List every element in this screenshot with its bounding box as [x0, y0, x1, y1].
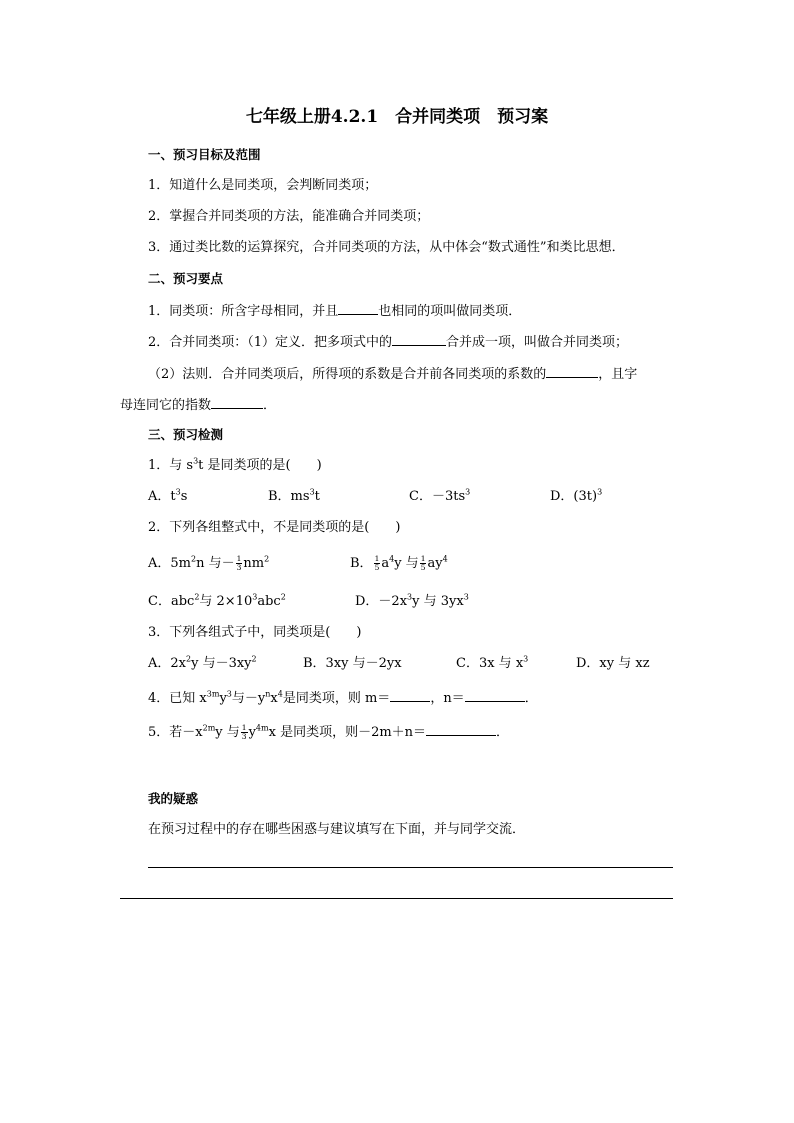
q1-c-sup: 3 — [465, 487, 471, 497]
q2-b-sup2: 4 — [442, 554, 448, 564]
fraction-numerator: 1 — [420, 554, 426, 563]
q1-d-sup: 3 — [597, 487, 603, 497]
q4-sup3: n — [265, 689, 271, 699]
q2-option-c[interactable] — [148, 593, 286, 611]
q2-b-sup1: 4 — [389, 554, 395, 564]
doubts-heading: 我的疑惑 — [148, 791, 199, 806]
section1-heading: 一、预习目标及范围 — [148, 147, 261, 162]
q2-d-text: D．－2x — [355, 594, 408, 609]
q3-option-c[interactable] — [456, 655, 528, 673]
key-point-rule-line1 — [148, 364, 637, 384]
q2-b-text-b: a — [381, 556, 390, 571]
q5-text-a: 5．若－x — [148, 725, 203, 740]
writing-line[interactable] — [148, 867, 673, 868]
question-1-stem — [148, 457, 322, 475]
q1-option-a[interactable] — [148, 488, 187, 506]
q2-option-a[interactable] — [148, 555, 269, 573]
q2-a-sup2: 2 — [264, 554, 270, 564]
key-point-rule-text-b: ，且字 — [598, 367, 638, 382]
q3-option-a[interactable] — [148, 655, 257, 673]
q4-sup2: 3 — [226, 689, 232, 699]
blank-field[interactable] — [392, 332, 446, 346]
doubts-instructions: 在预习过程中的存在哪些困惑与建议填写在下面，并与同学交流． — [148, 822, 526, 837]
q3-option-d[interactable]: D．xy 与 xz — [576, 656, 650, 671]
q1-b-sup: 3 — [309, 487, 315, 497]
q2-option-d[interactable] — [355, 593, 469, 611]
q3-c-text: C．3x 与 x — [456, 656, 524, 671]
q2-a-fraction — [236, 555, 243, 572]
answer-blank[interactable] — [426, 722, 496, 736]
q1-option-d[interactable] — [550, 488, 602, 506]
q3-c-sup: 3 — [523, 654, 529, 664]
q1-c-text: C．－3ts — [409, 489, 466, 504]
fraction-denominator: 5 — [420, 563, 426, 572]
fraction-numerator: 1 — [236, 554, 242, 563]
q3-a-sup1: 2 — [186, 654, 192, 664]
section3-heading: 三、预习检测 — [148, 427, 224, 442]
q2-b-fraction-1 — [374, 555, 381, 572]
q2-c-sup2: 3 — [252, 592, 258, 602]
q1-b-text-b: t — [314, 489, 320, 504]
q3-a-text-b: y 与－3xy — [191, 656, 252, 671]
q1-b-text: B．ms — [268, 489, 310, 504]
q2-option-b[interactable] — [350, 555, 448, 573]
n-answer-blank[interactable] — [465, 688, 525, 702]
q4-text-d: x — [270, 691, 278, 706]
key-point-rule-text-d: ． — [263, 398, 277, 413]
q2-b-text: B． — [350, 556, 373, 571]
key-point-2-text-a: 2．合并同类项：（1）定义．把多项式中的 — [148, 335, 393, 350]
q2-c-text-b: 与 2×10 — [199, 594, 253, 609]
q5-text-b: y 与 — [215, 725, 240, 740]
key-point-rule-line2 — [120, 395, 276, 415]
fraction-numerator: 1 — [374, 554, 380, 563]
q2-b-fraction-2 — [420, 555, 427, 572]
q3-a-sup2: 2 — [251, 654, 257, 664]
q5-text-e: ． — [496, 725, 510, 740]
q5-text-c: y — [248, 725, 256, 740]
q3-option-b[interactable]: B．3xy 与－2yx — [303, 656, 402, 671]
q1-stem-b: t 是同类项的是( ) — [198, 458, 322, 473]
q5-fraction — [241, 724, 248, 741]
q2-d-sup2: 3 — [463, 592, 469, 602]
q2-a-sup1: 2 — [191, 554, 197, 564]
q4-sup1: 3m — [206, 689, 220, 699]
question-4 — [148, 688, 538, 708]
q4-text-e: 是同类项，则 m＝ — [282, 691, 391, 706]
blank-field[interactable] — [211, 395, 263, 409]
q1-stem-sup: 3 — [193, 456, 199, 466]
key-point-2 — [148, 332, 628, 352]
q2-c-text: C．abc — [148, 594, 195, 609]
q5-sup2: 4m — [255, 723, 269, 733]
q2-a-text: A．5m — [148, 556, 191, 571]
section2-heading: 二、预习要点 — [148, 271, 224, 286]
writing-line[interactable] — [120, 898, 673, 899]
q2-b-text-d: ay — [427, 556, 443, 571]
q2-c-text-c: abc — [257, 594, 281, 609]
q4-text-a: 4．已知 x — [148, 691, 207, 706]
blank-field[interactable] — [338, 301, 378, 315]
q1-a-text-b: s — [180, 489, 188, 504]
fraction-denominator: 3 — [241, 732, 247, 741]
q4-sup4: 4 — [277, 689, 283, 699]
fraction-numerator: 1 — [241, 723, 247, 732]
m-answer-blank[interactable] — [390, 688, 430, 702]
q2-c-sup3: 2 — [280, 592, 286, 602]
key-point-rule-text-c: 母连同它的指数 — [120, 398, 212, 413]
q2-d-text-b: y 与 3yx — [412, 594, 464, 609]
q2-a-text-b: n 与－ — [196, 556, 235, 571]
q1-a-text: A．t — [148, 489, 176, 504]
q2-a-text-c: nm — [243, 556, 265, 571]
q2-b-text-c: y 与 — [394, 556, 419, 571]
objective-1: 1．知道什么是同类项，会判断同类项； — [148, 178, 378, 193]
q2-c-sup1: 2 — [194, 592, 200, 602]
key-point-rule-text-a: （2）法则．合并同类项后，所得项的系数是合并前各同类项的系数的 — [148, 367, 547, 382]
q1-option-c[interactable] — [409, 488, 470, 506]
key-point-2-text-b: 合并成一项，叫做合并同类项； — [446, 335, 629, 350]
q4-text-g: ． — [524, 691, 538, 706]
key-point-1-text-a: 1．同类项：所含字母相同，并且 — [148, 304, 339, 319]
key-point-1 — [148, 301, 521, 321]
question-3-stem: 3．下列各组式子中，同类项是( ) — [148, 625, 362, 640]
question-2-stem: 2．下列各组整式中，不是同类项的是( ) — [148, 520, 401, 535]
q4-text-b: y — [219, 691, 227, 706]
q5-text-d: x 是同类项，则－2m＋n＝ — [268, 725, 427, 740]
blank-field[interactable] — [546, 364, 598, 378]
key-point-1-text-b: 也相同的项叫做同类项． — [378, 304, 522, 319]
page-title: 七年级上册4.2.1 合并同类项 预习案 — [245, 107, 549, 127]
q1-d-text: D．(3t) — [550, 489, 598, 504]
objective-3: 3．通过类比数的运算探究，合并同类项的方法，从中体会“数式通性”和类比思想． — [148, 240, 625, 255]
q4-text-c: 与－y — [231, 691, 266, 706]
q1-stem-a: 1．与 s — [148, 458, 194, 473]
fraction-denominator: 3 — [236, 563, 242, 572]
q3-a-text: A．2x — [148, 656, 186, 671]
q1-a-sup: 3 — [175, 487, 181, 497]
fraction-denominator: 5 — [374, 563, 380, 572]
q2-d-sup1: 3 — [407, 592, 413, 602]
question-5 — [148, 722, 509, 742]
q5-sup1: 2m — [202, 723, 216, 733]
q4-text-f: ，n＝ — [430, 691, 465, 706]
objective-2: 2．掌握合并同类项的方法，能准确合并同类项； — [148, 209, 430, 224]
q1-option-b[interactable] — [268, 488, 320, 506]
